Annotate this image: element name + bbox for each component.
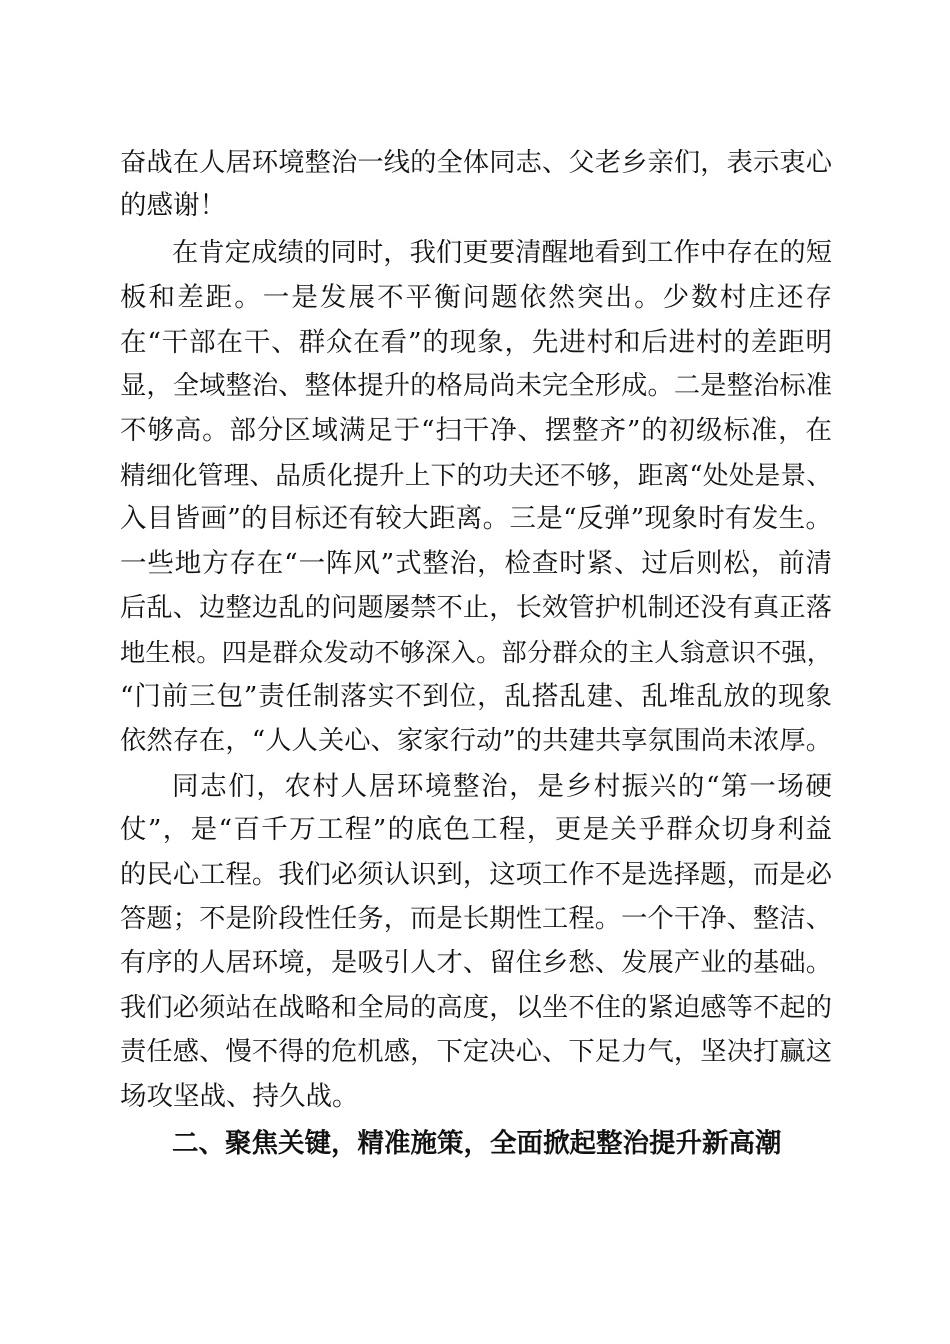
text-line: 答题；不是阶段性任务，而是长期性工程。一个干净、整洁、 (120, 904, 832, 934)
text-line: 一些地方存在“一阵风”式整治，检查时紧、过后则松，前清 (120, 548, 832, 579)
text-line: “门前三包”责任制落实不到位，乱搭乱建、乱堆乱放的现象 (120, 681, 832, 712)
text-line: 后乱、边整边乱的问题屡禁不止，长效管护机制还没有真正落 (120, 593, 832, 623)
text-line: 显，全域整治、整体提升的格局尚未完全形成。二是整治标准 (120, 371, 832, 401)
text-line: 我们必须站在战略和全局的高度，以坐不住的紧迫感等不起的 (120, 993, 832, 1023)
text-line: 奋战在人居环境整治一线的全体同志、父老乡亲们，表示衷心 (120, 148, 832, 178)
text-line: 不够高。部分区域满足于“扫干净、摆整齐”的初级标准，在 (120, 415, 832, 446)
text-line: 在“干部在干、群众在看”的现象，先进村和后进村的差距明 (120, 327, 832, 358)
text-line: 依然存在，“人人关心、家家行动”的共建共享氛围尚未浓厚。 (120, 726, 832, 756)
text-line: 有序的人居环境，是吸引人才、留住乡愁、发展产业的基础。 (120, 948, 832, 978)
text-line: 入目皆画”的目标还有较大距离。三是“反弹”现象时有发生。 (120, 503, 832, 534)
text-line: 场攻坚战、持久战。 (120, 1081, 359, 1112)
text-line: 地生根。四是群众发动不够深入。部分群众的主人翁意识不强， (120, 638, 832, 667)
text-line: 同志们，农村人居环境整治，是乡村振兴的“第一场硬 (172, 771, 832, 802)
section-heading: 二、聚焦关键，精准施策，全面掀起整治提升新高潮 (172, 1128, 782, 1159)
text-line: 精细化管理、品质化提升上下的功夫还不够，距离“处处是景、 (120, 461, 832, 491)
text-line: 的民心工程。我们必须认识到，这项工作不是选择题，而是必 (120, 860, 832, 890)
text-line: 在肯定成绩的同时，我们更要清醒地看到工作中存在的短 (172, 238, 832, 268)
text-line: 的感谢！ (120, 190, 226, 221)
text-line: 责任感、慢不得的危机感，下定决心、下足力气，坚决打赢这 (120, 1037, 832, 1067)
text-line: 板和差距。一是发展不平衡问题依然突出。少数村庄还存 (120, 282, 832, 313)
text-line: 仗”，是“百千万工程”的底色工程，更是关乎群众切身利益 (120, 814, 832, 845)
